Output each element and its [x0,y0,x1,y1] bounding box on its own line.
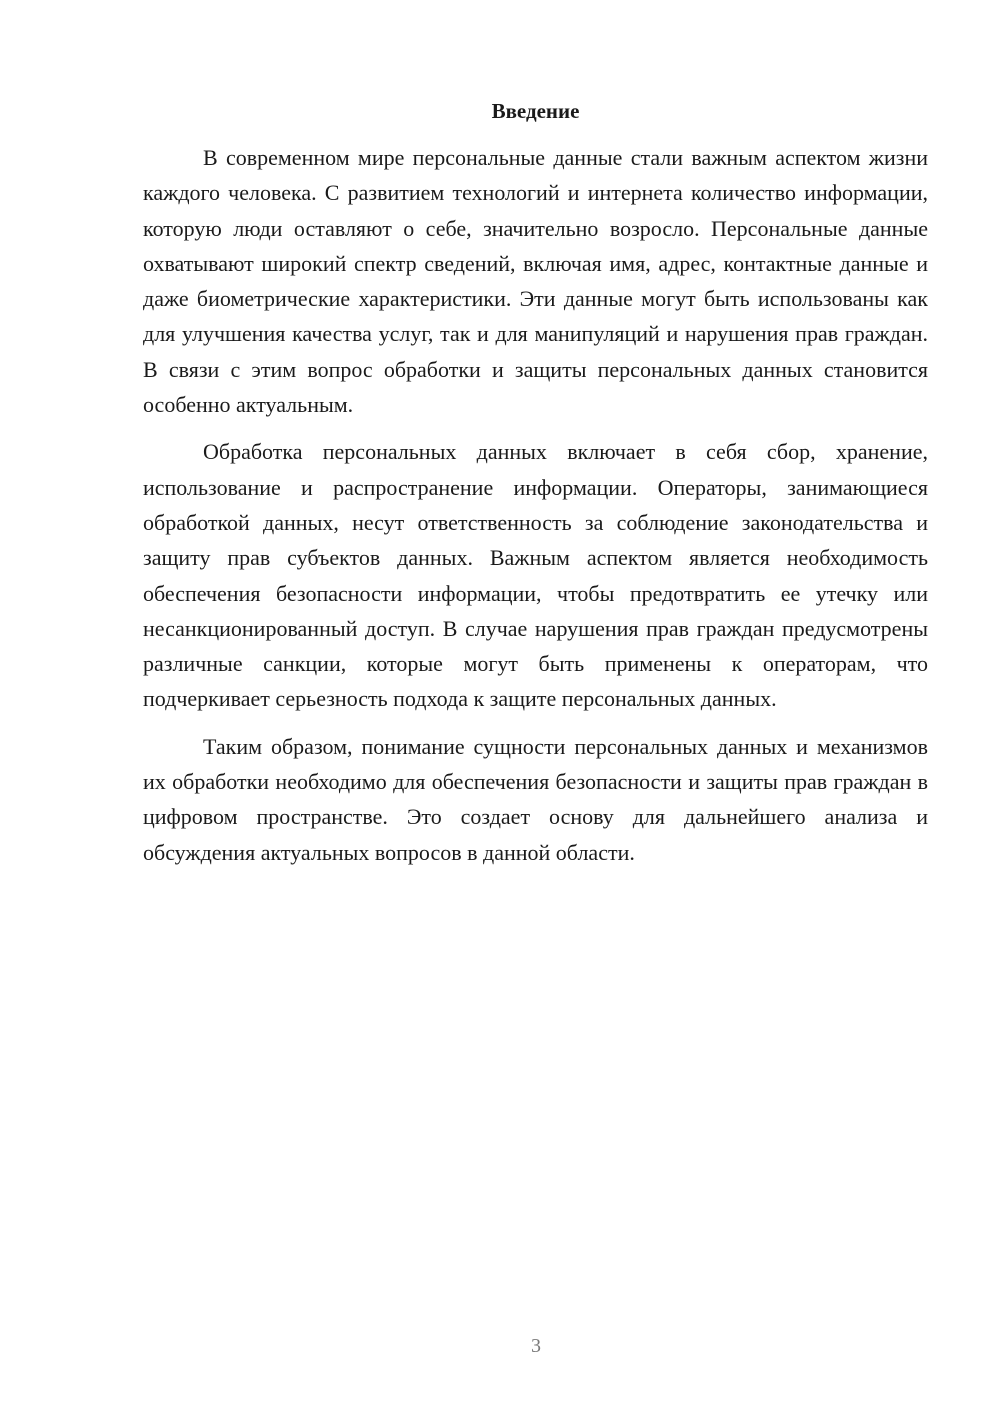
section-title: Введение [491,99,580,123]
paragraph-conclusion: Таким образом, понимание сущности персональных данных и механизмов их обработки необходимо для обеспечения безопасности и защиты прав граждан в цифровом пространстве. Это создает основу для дальнейшего анализа и обсуждения актуальных вопросов в данной области. [143,733,928,865]
page-content [143,96,928,870]
paragraph-processing: Обработка персональных данных включает в себя сбор, хранение, использование и распространение информации. Операторы, занимающиеся обработкой данных, несут ответственность за соблюдение законодательства и защиту прав субъектов данных. Важным аспектом является необходимость обеспечения безопасности информации, чтобы предотвратить ее утечку или несанкционированный доступ. В случае нарушения прав граждан предусмотрены различные санкции, которые могут быть применены к операторам, что подчеркивает серьезность подхода к защите персональных данных. [143,439,928,712]
paragraph-intro: В современном мире персональные данные стали важным аспектом жизни каждого человека. С развитием технологий и интернета количество информации, которую люди оставляют о себе, значительно возросло. Персональные данные охватывают широкий спектр сведений, включая имя, адрес, контактные данные и даже биометрические характеристики. Эти данные могут быть использованы как для улучшения качества услуг, так и для манипуляций и нарушения прав граждан. В связи с этим вопрос обработки и защиты персональных данных становится особенно актуальным. [143,145,928,418]
page-number: 3 [531,1335,541,1357]
